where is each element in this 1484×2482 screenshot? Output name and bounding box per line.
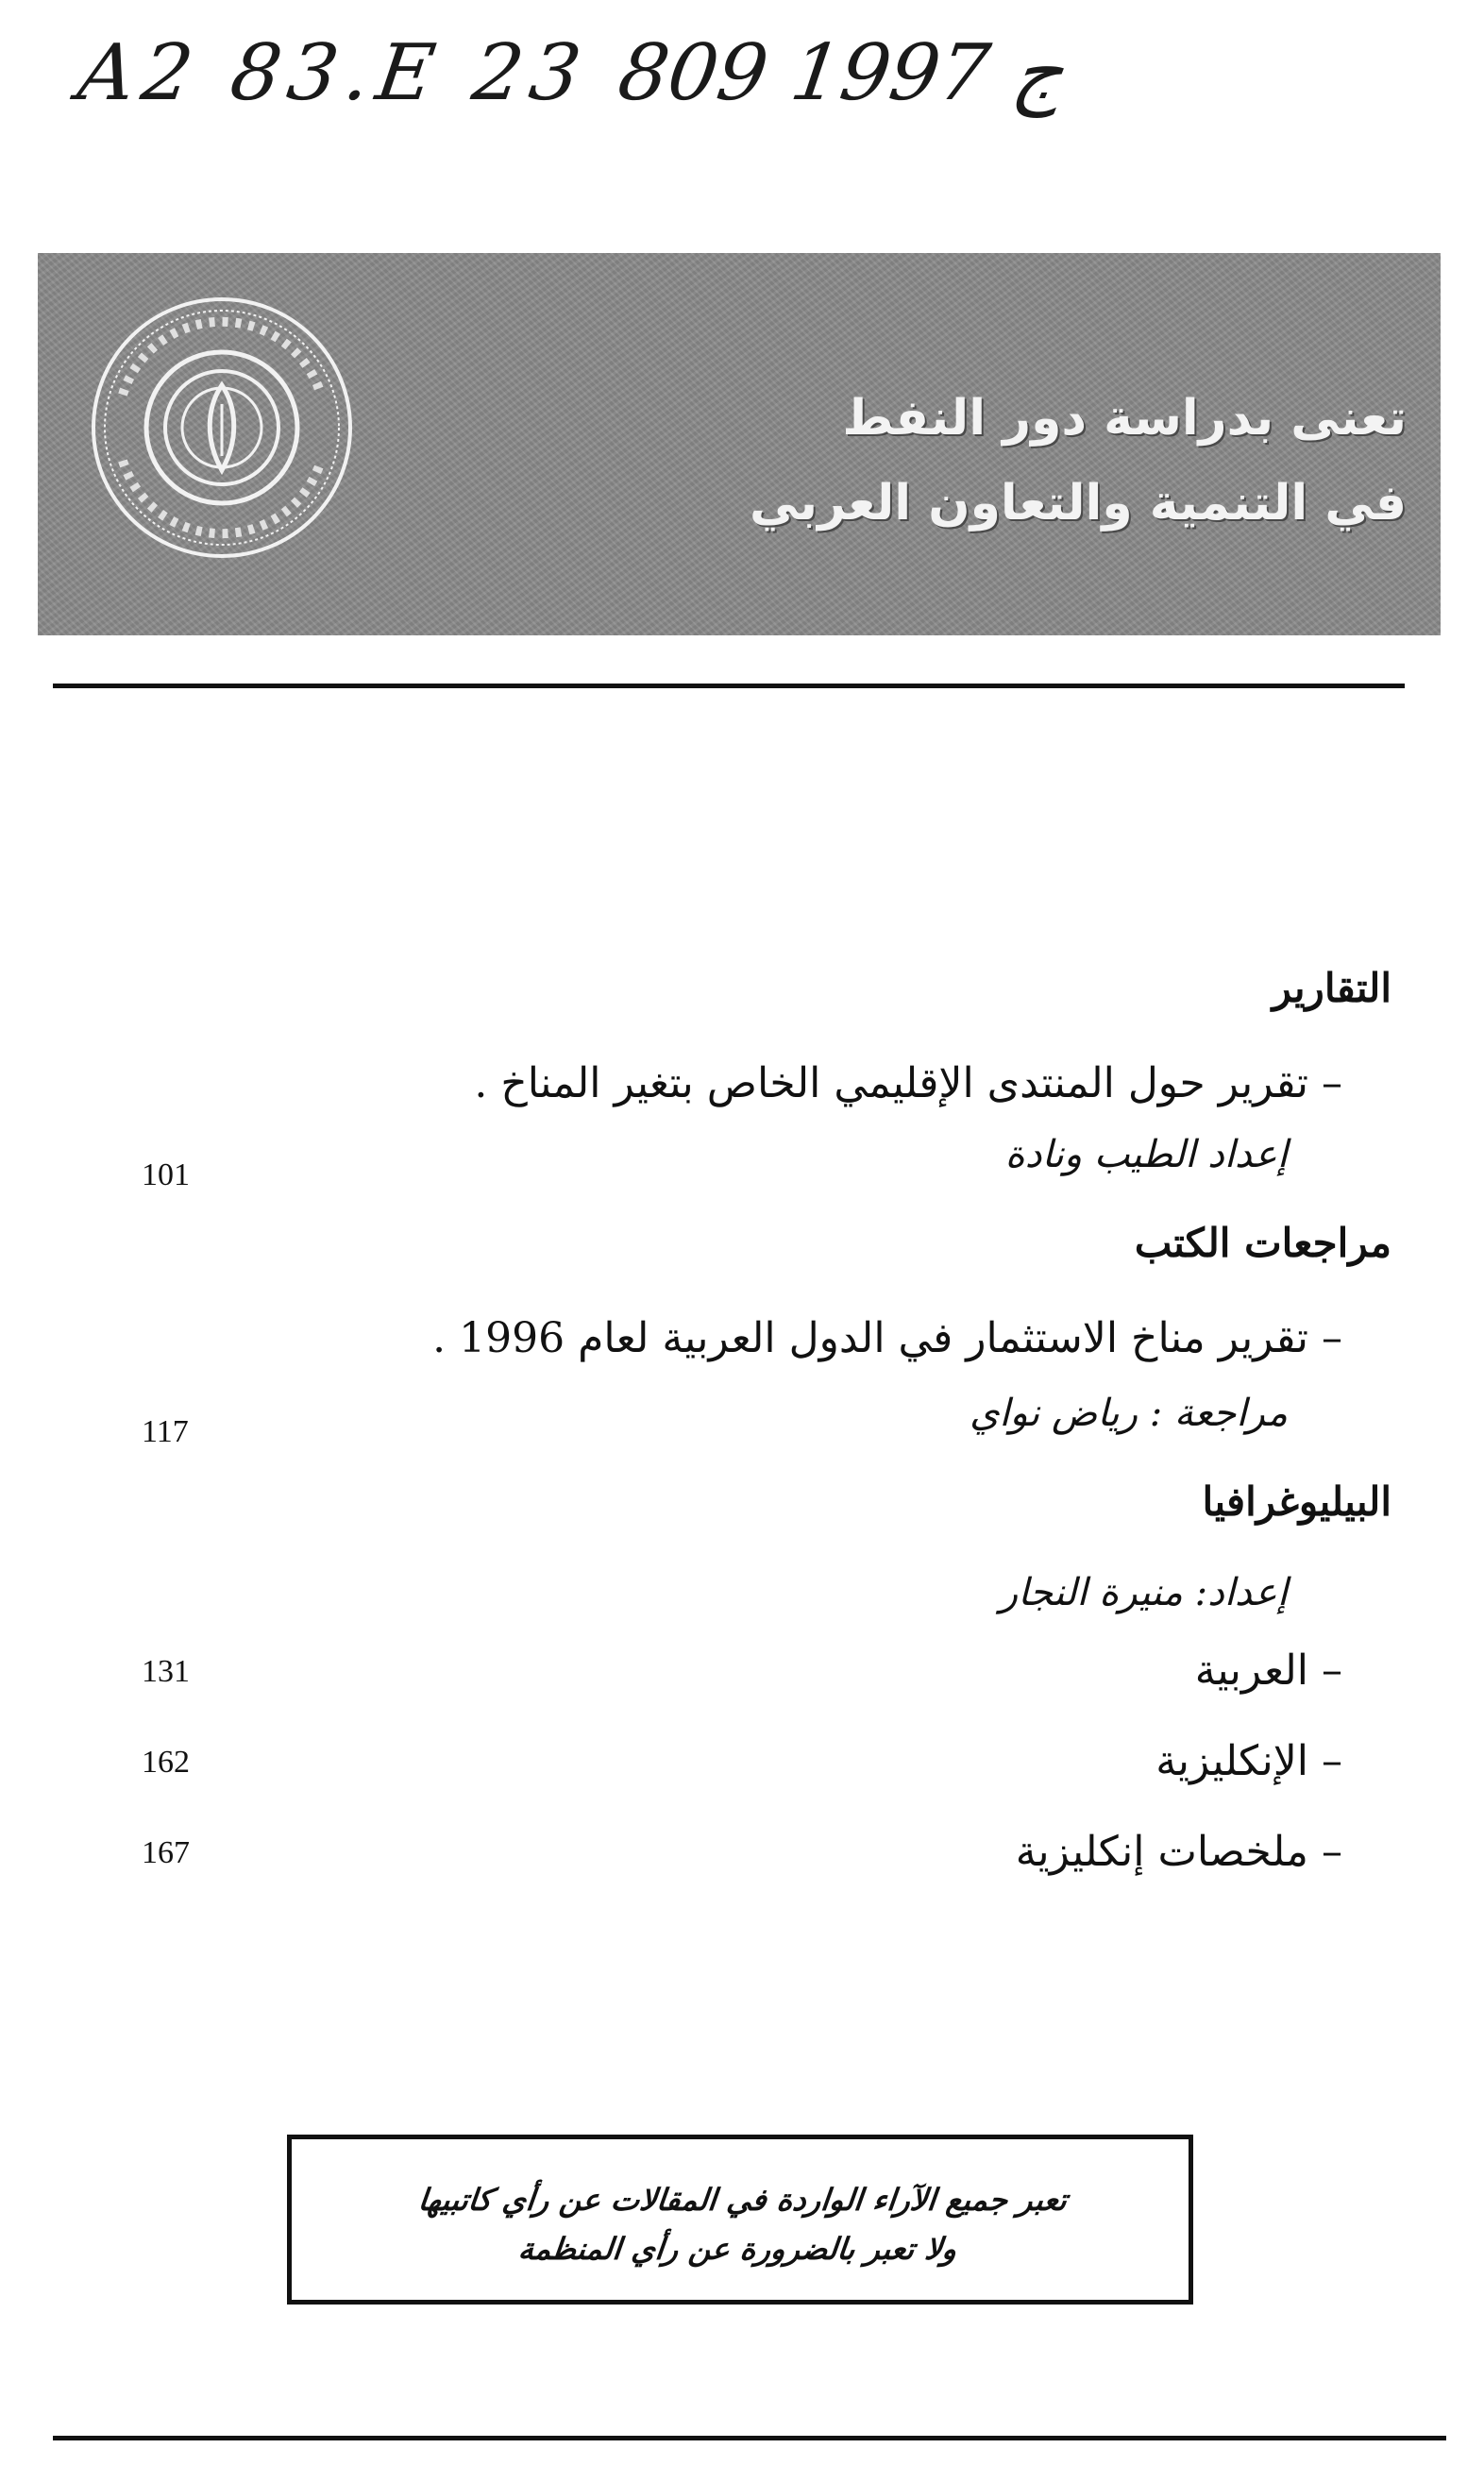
- handwritten-reference-note: A2 83.E 23 ج 1997 809: [73, 28, 1071, 118]
- disclaimer-line2: ولا تعبر بالضرورة عن رأي المنظمة: [516, 2231, 959, 2267]
- section-heading-book-reviews: مراجعات الكتب: [1134, 1220, 1391, 1266]
- divider-bottom: [53, 2436, 1446, 2440]
- toc-entry-page: 167: [142, 1835, 190, 1870]
- toc-entry-title: – تقرير حول المنتدى الإقليمي الخاص بتغير المناخ .: [474, 1059, 1342, 1107]
- toc-entry-page: 131: [142, 1654, 190, 1689]
- toc-entry-byline: إعداد الطيب ونادة: [1004, 1133, 1288, 1176]
- toc-entry-page: 117: [142, 1414, 189, 1449]
- toc-entry-title: – العربية: [1194, 1646, 1342, 1695]
- section-byline: إعداد: منيرة النجار: [999, 1571, 1288, 1614]
- banner-tagline-line1: تعنى بدراسة دور النفط: [842, 390, 1407, 447]
- disclaimer-text: [287, 2175, 1194, 2273]
- toc-entry-page: 162: [142, 1745, 190, 1780]
- section-heading-reports: التقارير: [1272, 965, 1391, 1011]
- toc-entry-title: – تقرير مناخ الاستثمار في الدول العربية لعام 1996 .: [432, 1314, 1342, 1362]
- toc-entry-title: – الإنكليزية: [1155, 1737, 1342, 1785]
- section-heading-bibliography: البيليوغرافيا: [1202, 1478, 1391, 1525]
- toc-entry-title: – ملخصات إنكليزية: [1015, 1828, 1342, 1876]
- disclaimer-line1: تعبر جميع الآراء الواردة في المقالات عن رأي كاتبيها: [416, 2182, 1070, 2218]
- disclaimer-box: [287, 2135, 1193, 2305]
- toc-entry-page: 101: [142, 1157, 190, 1192]
- toc-entry-byline: مراجعة : رياض نواي: [970, 1392, 1288, 1435]
- banner-tagline-line2: في التنمية والتعاون العربي: [749, 475, 1407, 532]
